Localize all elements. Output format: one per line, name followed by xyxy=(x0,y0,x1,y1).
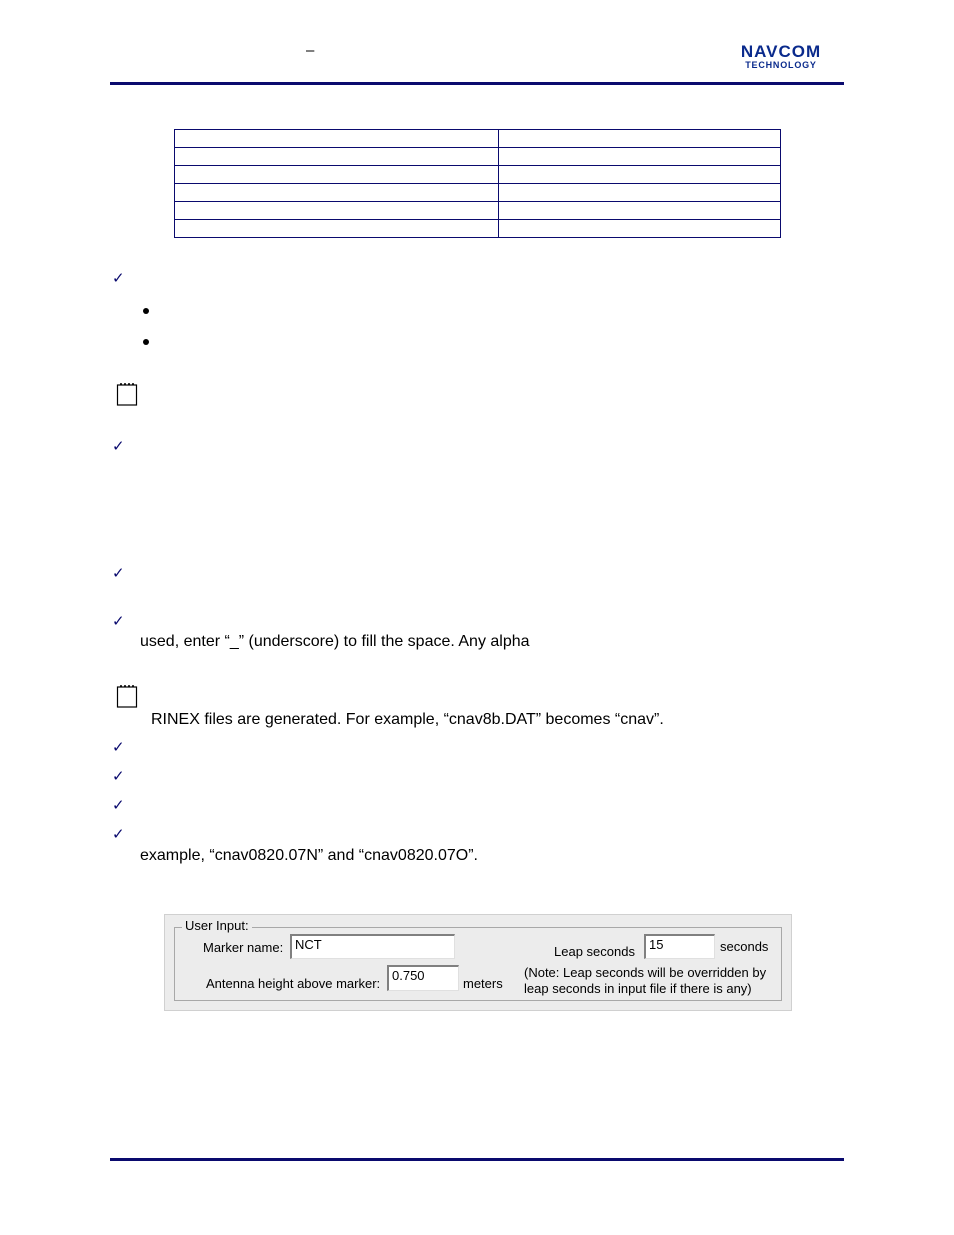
logo-line2: TECHNOLOGY xyxy=(745,60,817,70)
table-row xyxy=(175,184,781,202)
checkmark-icon: ✓ xyxy=(112,826,125,843)
table-cell xyxy=(175,148,499,166)
table-cell xyxy=(499,130,781,148)
leap-seconds-label: Leap seconds xyxy=(554,944,635,959)
paragraph-used: used, enter “_” (underscore) to fill the space. Any alpha xyxy=(140,633,530,650)
antenna-height-input[interactable]: 0.750 xyxy=(387,965,459,991)
table-row xyxy=(175,130,781,148)
bullet-icon xyxy=(143,339,149,345)
table-cell xyxy=(499,202,781,220)
footer-rule xyxy=(110,1158,844,1161)
leap-note-line1: (Note: Leap seconds will be overridden by xyxy=(524,965,767,980)
data-table xyxy=(174,129,781,238)
antenna-height-label: Antenna height above marker: xyxy=(206,976,381,991)
table-cell xyxy=(175,166,499,184)
leap-seconds-input[interactable]: 15 xyxy=(644,934,715,959)
table-row xyxy=(175,202,781,220)
logo-line1: NAVCOM xyxy=(740,42,822,61)
marker-name-input[interactable]: NCT xyxy=(290,934,455,959)
table-cell xyxy=(175,130,499,148)
table-cell xyxy=(499,220,781,238)
checkmark-icon: ✓ xyxy=(112,768,125,785)
table-cell xyxy=(175,202,499,220)
checkmark-icon: ✓ xyxy=(112,438,125,455)
checkmark-icon: ✓ xyxy=(112,270,125,287)
antenna-unit-label: meters xyxy=(463,976,503,991)
user-input-panel xyxy=(164,914,792,1011)
table-cell xyxy=(175,184,499,202)
notepad-icon xyxy=(116,683,138,709)
header-rule xyxy=(110,82,844,85)
paragraph-example: example, “cnav0820.07N” and “cnav0820.07O”. xyxy=(140,847,478,864)
leap-note-line2: leap seconds in input file if there is any) xyxy=(524,981,752,996)
notepad-icon xyxy=(116,381,138,407)
checkmark-icon: ✓ xyxy=(112,613,125,630)
checkmark-icon: ✓ xyxy=(112,739,125,756)
checkmark-icon: ✓ xyxy=(112,797,125,814)
table-row xyxy=(175,148,781,166)
navcom-logo xyxy=(718,42,844,70)
table-cell xyxy=(499,166,781,184)
table-cell xyxy=(499,184,781,202)
table-row xyxy=(175,166,781,184)
bullet-icon xyxy=(143,308,149,314)
paragraph-rinex: RINEX files are generated. For example, “cnav8b.DAT” becomes “cnav”. xyxy=(151,711,664,728)
table-cell xyxy=(175,220,499,238)
marker-name-label: Marker name: xyxy=(203,940,284,955)
checkmark-icon: ✓ xyxy=(112,565,125,582)
table-row xyxy=(175,220,781,238)
user-input-title: User Input: xyxy=(182,918,252,933)
header-dash: – xyxy=(306,42,315,59)
leap-seconds-unit: seconds xyxy=(720,939,769,954)
table-cell xyxy=(499,148,781,166)
